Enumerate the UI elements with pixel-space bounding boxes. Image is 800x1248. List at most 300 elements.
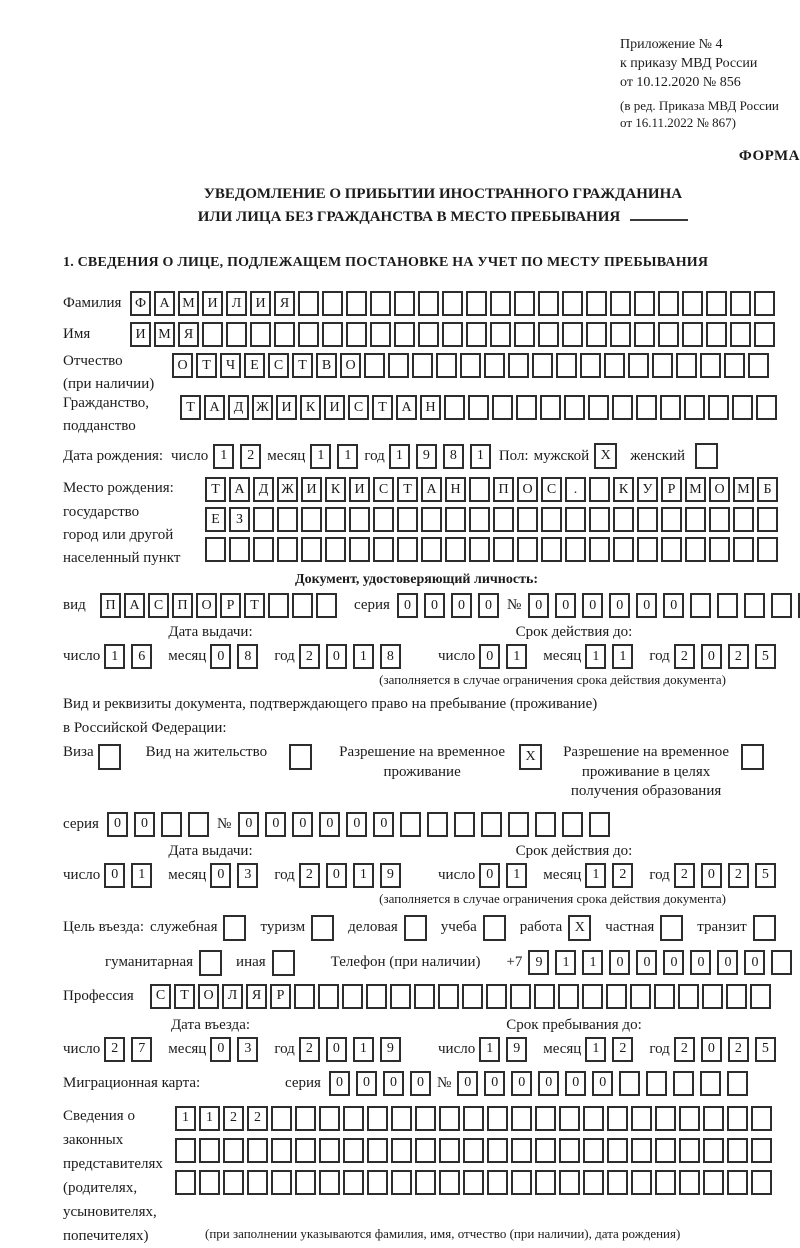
patronymic-char-cell[interactable] <box>700 353 721 378</box>
doc-kind-char-cell[interactable]: А <box>124 593 145 618</box>
migration-series-cell[interactable]: 0 <box>329 1071 350 1096</box>
profession-char-cell[interactable] <box>414 984 435 1009</box>
birth-place-char-cell[interactable] <box>685 537 706 562</box>
profession-char-cell[interactable] <box>366 984 387 1009</box>
residence-number-cell[interactable] <box>481 812 502 837</box>
profession-char-cell[interactable]: О <box>198 984 219 1009</box>
doc-series-cell[interactable]: 0 <box>424 593 445 618</box>
surname-char-cell[interactable]: М <box>178 291 199 316</box>
surname-char-cell[interactable] <box>634 291 655 316</box>
migration-number-cell[interactable] <box>673 1071 694 1096</box>
entry-year-cell[interactable]: 1 <box>353 1037 374 1062</box>
birth-place-char-cell[interactable] <box>469 537 490 562</box>
birth-place-char-cell[interactable]: Т <box>205 477 226 502</box>
birth-place-char-cell[interactable]: С <box>541 477 562 502</box>
surname-char-cell[interactable] <box>706 291 727 316</box>
representative-char-cell[interactable] <box>655 1138 676 1163</box>
issue-day-cell[interactable]: 0 <box>104 863 125 888</box>
birth-place-char-cell[interactable] <box>565 537 586 562</box>
representative-char-cell[interactable] <box>439 1170 460 1195</box>
phone-digit-cell[interactable]: 0 <box>663 950 684 975</box>
expiry-day-cell[interactable]: 1 <box>506 644 527 669</box>
surname-char-cell[interactable] <box>466 291 487 316</box>
citizenship-char-cell[interactable] <box>684 395 705 420</box>
representative-char-cell[interactable] <box>631 1106 652 1131</box>
profession-char-cell[interactable]: Р <box>270 984 291 1009</box>
patronymic-char-cell[interactable] <box>652 353 673 378</box>
stay-year-cell[interactable]: 0 <box>701 1037 722 1062</box>
birth-place-char-cell[interactable]: С <box>373 477 394 502</box>
representative-char-cell[interactable] <box>511 1106 532 1131</box>
expiry-day-cell[interactable]: 0 <box>479 863 500 888</box>
representative-char-cell[interactable] <box>271 1106 292 1131</box>
representative-char-cell[interactable] <box>703 1106 724 1131</box>
birth-day-cell[interactable]: 1 <box>213 444 234 469</box>
birth-place-char-cell[interactable] <box>421 507 442 532</box>
entry-year-cell[interactable]: 9 <box>380 1037 401 1062</box>
profession-char-cell[interactable] <box>750 984 771 1009</box>
patronymic-char-cell[interactable] <box>508 353 529 378</box>
issue-day-cell[interactable]: 6 <box>131 644 152 669</box>
given-name-char-cell[interactable]: Я <box>178 322 199 347</box>
patronymic-char-cell[interactable] <box>460 353 481 378</box>
birth-place-char-cell[interactable]: Т <box>397 477 418 502</box>
representative-char-cell[interactable] <box>271 1170 292 1195</box>
citizenship-char-cell[interactable]: Т <box>372 395 393 420</box>
patronymic-char-cell[interactable] <box>412 353 433 378</box>
birth-place-char-cell[interactable]: . <box>565 477 586 502</box>
representative-char-cell[interactable] <box>511 1170 532 1195</box>
given-name-char-cell[interactable] <box>658 322 679 347</box>
entry-day-cell[interactable]: 2 <box>104 1037 125 1062</box>
citizenship-char-cell[interactable]: Н <box>420 395 441 420</box>
profession-char-cell[interactable]: С <box>150 984 171 1009</box>
birth-place-char-cell[interactable] <box>397 507 418 532</box>
representative-char-cell[interactable] <box>343 1138 364 1163</box>
birth-place-char-cell[interactable]: А <box>421 477 442 502</box>
surname-char-cell[interactable] <box>658 291 679 316</box>
representative-char-cell[interactable] <box>655 1170 676 1195</box>
birth-place-char-cell[interactable] <box>685 507 706 532</box>
birth-place-char-cell[interactable]: И <box>349 477 370 502</box>
given-name-char-cell[interactable] <box>682 322 703 347</box>
phone-digit-cell[interactable]: 0 <box>609 950 630 975</box>
citizenship-char-cell[interactable]: И <box>324 395 345 420</box>
migration-number-cell[interactable]: 0 <box>592 1071 613 1096</box>
migration-number-cell[interactable]: 0 <box>565 1071 586 1096</box>
birth-place-char-cell[interactable]: Н <box>445 477 466 502</box>
issue-month-cell[interactable]: 8 <box>237 644 258 669</box>
surname-char-cell[interactable] <box>538 291 559 316</box>
given-name-char-cell[interactable] <box>706 322 727 347</box>
profession-char-cell[interactable] <box>726 984 747 1009</box>
representative-char-cell[interactable] <box>463 1106 484 1131</box>
representative-char-cell[interactable] <box>391 1138 412 1163</box>
profession-char-cell[interactable] <box>558 984 579 1009</box>
birth-place-char-cell[interactable]: К <box>325 477 346 502</box>
given-name-char-cell[interactable]: М <box>154 322 175 347</box>
birth-place-char-cell[interactable] <box>637 537 658 562</box>
surname-char-cell[interactable] <box>418 291 439 316</box>
citizenship-char-cell[interactable] <box>588 395 609 420</box>
citizenship-char-cell[interactable]: Ж <box>252 395 273 420</box>
birth-place-char-cell[interactable] <box>589 507 610 532</box>
birth-place-char-cell[interactable] <box>637 507 658 532</box>
patronymic-char-cell[interactable] <box>580 353 601 378</box>
residence-number-cell[interactable]: 0 <box>292 812 313 837</box>
phone-digit-cell[interactable]: 1 <box>555 950 576 975</box>
issue-year-cell[interactable]: 0 <box>326 644 347 669</box>
male-checkbox[interactable]: X <box>594 443 617 469</box>
expiry-year-cell[interactable]: 2 <box>728 863 749 888</box>
birth-place-char-cell[interactable] <box>301 507 322 532</box>
surname-char-cell[interactable]: А <box>154 291 175 316</box>
citizenship-char-cell[interactable] <box>564 395 585 420</box>
phone-digit-cell[interactable]: 0 <box>690 950 711 975</box>
doc-kind-char-cell[interactable]: П <box>100 593 121 618</box>
representative-char-cell[interactable] <box>607 1106 628 1131</box>
surname-char-cell[interactable] <box>490 291 511 316</box>
patronymic-char-cell[interactable] <box>436 353 457 378</box>
representative-char-cell[interactable] <box>535 1170 556 1195</box>
representative-char-cell[interactable] <box>247 1170 268 1195</box>
purpose-transit-checkbox[interactable] <box>753 915 776 941</box>
representative-char-cell[interactable] <box>343 1170 364 1195</box>
representative-char-cell[interactable] <box>223 1138 244 1163</box>
given-name-char-cell[interactable] <box>490 322 511 347</box>
representative-char-cell[interactable] <box>655 1106 676 1131</box>
profession-char-cell[interactable] <box>294 984 315 1009</box>
given-name-char-cell[interactable] <box>322 322 343 347</box>
doc-number-cell[interactable]: 0 <box>609 593 630 618</box>
birth-place-char-cell[interactable] <box>565 507 586 532</box>
issue-day-cell[interactable]: 1 <box>104 644 125 669</box>
birth-place-char-cell[interactable] <box>277 507 298 532</box>
expiry-year-cell[interactable]: 5 <box>755 863 776 888</box>
representative-char-cell[interactable] <box>367 1170 388 1195</box>
expiry-year-cell[interactable]: 2 <box>728 644 749 669</box>
birth-place-char-cell[interactable]: П <box>493 477 514 502</box>
purpose-tourism-checkbox[interactable] <box>311 915 334 941</box>
given-name-char-cell[interactable] <box>370 322 391 347</box>
residence-series-cell[interactable]: 0 <box>134 812 155 837</box>
purpose-study-checkbox[interactable] <box>483 915 506 941</box>
migration-number-cell[interactable]: 0 <box>538 1071 559 1096</box>
doc-number-cell[interactable] <box>744 593 765 618</box>
entry-year-cell[interactable]: 0 <box>326 1037 347 1062</box>
given-name-char-cell[interactable] <box>610 322 631 347</box>
given-name-char-cell[interactable] <box>442 322 463 347</box>
representative-char-cell[interactable] <box>175 1170 196 1195</box>
surname-char-cell[interactable] <box>754 291 775 316</box>
residence-number-cell[interactable]: 0 <box>373 812 394 837</box>
surname-char-cell[interactable]: И <box>202 291 223 316</box>
representative-char-cell[interactable] <box>583 1106 604 1131</box>
surname-char-cell[interactable]: И <box>250 291 271 316</box>
representative-char-cell[interactable] <box>559 1138 580 1163</box>
given-name-char-cell[interactable] <box>418 322 439 347</box>
representative-char-cell[interactable] <box>199 1170 220 1195</box>
doc-number-cell[interactable]: 0 <box>582 593 603 618</box>
representative-char-cell[interactable] <box>463 1170 484 1195</box>
birth-place-char-cell[interactable] <box>349 537 370 562</box>
birth-place-char-cell[interactable]: О <box>709 477 730 502</box>
purpose-business-checkbox[interactable] <box>404 915 427 941</box>
issue-year-cell[interactable]: 1 <box>353 863 374 888</box>
doc-number-cell[interactable] <box>690 593 711 618</box>
citizenship-char-cell[interactable] <box>468 395 489 420</box>
representative-char-cell[interactable] <box>487 1106 508 1131</box>
expiry-month-cell[interactable]: 1 <box>585 863 606 888</box>
doc-number-cell[interactable]: 0 <box>663 593 684 618</box>
doc-series-cell[interactable]: 0 <box>397 593 418 618</box>
birth-place-char-cell[interactable] <box>469 507 490 532</box>
given-name-char-cell[interactable] <box>586 322 607 347</box>
migration-number-cell[interactable]: 0 <box>457 1071 478 1096</box>
birth-place-char-cell[interactable] <box>253 507 274 532</box>
citizenship-char-cell[interactable] <box>516 395 537 420</box>
doc-number-cell[interactable]: 0 <box>528 593 549 618</box>
stay-day-cell[interactable]: 9 <box>506 1037 527 1062</box>
given-name-char-cell[interactable] <box>202 322 223 347</box>
given-name-char-cell[interactable] <box>226 322 247 347</box>
doc-kind-char-cell[interactable]: О <box>196 593 217 618</box>
birth-place-char-cell[interactable]: Ж <box>277 477 298 502</box>
expiry-month-cell[interactable]: 1 <box>612 644 633 669</box>
issue-year-cell[interactable]: 2 <box>299 863 320 888</box>
issue-year-cell[interactable]: 0 <box>326 863 347 888</box>
representative-char-cell[interactable] <box>487 1170 508 1195</box>
patronymic-char-cell[interactable]: Е <box>244 353 265 378</box>
migration-series-cell[interactable]: 0 <box>383 1071 404 1096</box>
representative-char-cell[interactable] <box>439 1106 460 1131</box>
representative-char-cell[interactable] <box>727 1170 748 1195</box>
birth-place-char-cell[interactable] <box>493 507 514 532</box>
birth-place-char-cell[interactable] <box>709 507 730 532</box>
citizenship-char-cell[interactable]: Т <box>180 395 201 420</box>
patronymic-char-cell[interactable]: С <box>268 353 289 378</box>
profession-char-cell[interactable] <box>678 984 699 1009</box>
birth-place-char-cell[interactable]: М <box>733 477 754 502</box>
issue-year-cell[interactable]: 8 <box>380 644 401 669</box>
migration-number-cell[interactable] <box>646 1071 667 1096</box>
migration-series-cell[interactable]: 0 <box>410 1071 431 1096</box>
residence-number-cell[interactable] <box>535 812 556 837</box>
patronymic-char-cell[interactable] <box>628 353 649 378</box>
patronymic-char-cell[interactable]: Т <box>196 353 217 378</box>
birth-place-char-cell[interactable] <box>757 537 778 562</box>
given-name-char-cell[interactable] <box>394 322 415 347</box>
profession-char-cell[interactable]: Л <box>222 984 243 1009</box>
residence-series-cell[interactable]: 0 <box>107 812 128 837</box>
residence-number-cell[interactable]: 0 <box>238 812 259 837</box>
residence-number-cell[interactable]: 0 <box>346 812 367 837</box>
representative-char-cell[interactable] <box>751 1170 772 1195</box>
profession-char-cell[interactable] <box>510 984 531 1009</box>
doc-series-cell[interactable]: 0 <box>478 593 499 618</box>
profession-char-cell[interactable] <box>486 984 507 1009</box>
birth-day-cell[interactable]: 2 <box>240 444 261 469</box>
stay-month-cell[interactable]: 1 <box>585 1037 606 1062</box>
citizenship-char-cell[interactable]: А <box>396 395 417 420</box>
patronymic-char-cell[interactable]: Ч <box>220 353 241 378</box>
citizenship-char-cell[interactable]: К <box>300 395 321 420</box>
patronymic-char-cell[interactable]: О <box>340 353 361 378</box>
patronymic-char-cell[interactable] <box>676 353 697 378</box>
birth-place-char-cell[interactable] <box>445 507 466 532</box>
patronymic-char-cell[interactable] <box>364 353 385 378</box>
phone-digit-cell[interactable]: 0 <box>717 950 738 975</box>
representative-char-cell[interactable] <box>319 1138 340 1163</box>
birth-place-char-cell[interactable] <box>709 537 730 562</box>
citizenship-char-cell[interactable] <box>612 395 633 420</box>
doc-kind-char-cell[interactable]: Т <box>244 593 265 618</box>
doc-number-cell[interactable] <box>717 593 738 618</box>
residence-permit-checkbox[interactable] <box>289 744 312 770</box>
stay-year-cell[interactable]: 2 <box>674 1037 695 1062</box>
representative-char-cell[interactable] <box>295 1106 316 1131</box>
birth-place-char-cell[interactable] <box>229 537 250 562</box>
patronymic-char-cell[interactable] <box>532 353 553 378</box>
profession-char-cell[interactable] <box>654 984 675 1009</box>
profession-char-cell[interactable]: Я <box>246 984 267 1009</box>
representative-char-cell[interactable]: 1 <box>175 1106 196 1131</box>
representative-char-cell[interactable] <box>295 1170 316 1195</box>
patronymic-char-cell[interactable] <box>484 353 505 378</box>
birth-place-char-cell[interactable]: Д <box>253 477 274 502</box>
profession-char-cell[interactable] <box>462 984 483 1009</box>
edu-permit-checkbox[interactable] <box>741 744 764 770</box>
migration-number-cell[interactable] <box>700 1071 721 1096</box>
entry-month-cell[interactable]: 0 <box>210 1037 231 1062</box>
patronymic-char-cell[interactable] <box>556 353 577 378</box>
profession-char-cell[interactable] <box>702 984 723 1009</box>
doc-number-cell[interactable]: 0 <box>636 593 657 618</box>
birth-place-char-cell[interactable] <box>733 537 754 562</box>
citizenship-char-cell[interactable] <box>756 395 777 420</box>
expiry-day-cell[interactable]: 1 <box>506 863 527 888</box>
entry-year-cell[interactable]: 2 <box>299 1037 320 1062</box>
migration-series-cell[interactable]: 0 <box>356 1071 377 1096</box>
citizenship-char-cell[interactable]: А <box>204 395 225 420</box>
representative-char-cell[interactable] <box>559 1170 580 1195</box>
representative-char-cell[interactable] <box>487 1138 508 1163</box>
representative-char-cell[interactable] <box>391 1106 412 1131</box>
purpose-humanitarian-checkbox[interactable] <box>199 950 222 976</box>
birth-place-char-cell[interactable]: Е <box>205 507 226 532</box>
residence-number-cell[interactable] <box>427 812 448 837</box>
representative-char-cell[interactable] <box>175 1138 196 1163</box>
given-name-char-cell[interactable] <box>466 322 487 347</box>
given-name-char-cell[interactable] <box>562 322 583 347</box>
birth-place-char-cell[interactable] <box>373 537 394 562</box>
surname-char-cell[interactable]: Ф <box>130 291 151 316</box>
birth-place-char-cell[interactable] <box>613 507 634 532</box>
birth-place-char-cell[interactable] <box>757 507 778 532</box>
representative-char-cell[interactable] <box>679 1106 700 1131</box>
residence-series-cell[interactable] <box>188 812 209 837</box>
expiry-month-cell[interactable]: 2 <box>612 863 633 888</box>
residence-number-cell[interactable] <box>508 812 529 837</box>
issue-year-cell[interactable]: 2 <box>299 644 320 669</box>
residence-series-cell[interactable] <box>161 812 182 837</box>
representative-char-cell[interactable]: 2 <box>223 1106 244 1131</box>
expiry-year-cell[interactable]: 0 <box>701 863 722 888</box>
patronymic-char-cell[interactable]: Т <box>292 353 313 378</box>
citizenship-char-cell[interactable] <box>636 395 657 420</box>
residence-number-cell[interactable] <box>562 812 583 837</box>
profession-char-cell[interactable] <box>606 984 627 1009</box>
given-name-char-cell[interactable] <box>250 322 271 347</box>
representative-char-cell[interactable] <box>439 1138 460 1163</box>
doc-kind-char-cell[interactable] <box>316 593 337 618</box>
profession-char-cell[interactable] <box>438 984 459 1009</box>
issue-month-cell[interactable]: 0 <box>210 644 231 669</box>
surname-char-cell[interactable] <box>298 291 319 316</box>
phone-digit-cell[interactable]: 0 <box>636 950 657 975</box>
birth-place-char-cell[interactable] <box>349 507 370 532</box>
migration-number-cell[interactable] <box>727 1071 748 1096</box>
representative-char-cell[interactable]: 1 <box>199 1106 220 1131</box>
birth-place-char-cell[interactable] <box>589 537 610 562</box>
female-checkbox[interactable] <box>695 443 718 469</box>
patronymic-char-cell[interactable] <box>724 353 745 378</box>
birth-place-char-cell[interactable] <box>325 537 346 562</box>
representative-char-cell[interactable] <box>535 1138 556 1163</box>
visa-checkbox[interactable] <box>98 744 121 770</box>
issue-day-cell[interactable]: 1 <box>131 863 152 888</box>
birth-place-char-cell[interactable] <box>613 537 634 562</box>
birth-month-cell[interactable]: 1 <box>337 444 358 469</box>
purpose-official-checkbox[interactable] <box>223 915 246 941</box>
doc-kind-char-cell[interactable] <box>292 593 313 618</box>
doc-kind-char-cell[interactable] <box>268 593 289 618</box>
representative-char-cell[interactable] <box>223 1170 244 1195</box>
representative-char-cell[interactable] <box>631 1170 652 1195</box>
given-name-char-cell[interactable] <box>634 322 655 347</box>
stay-month-cell[interactable]: 2 <box>612 1037 633 1062</box>
residence-number-cell[interactable]: 0 <box>319 812 340 837</box>
surname-char-cell[interactable] <box>682 291 703 316</box>
given-name-char-cell[interactable] <box>754 322 775 347</box>
representative-char-cell[interactable] <box>631 1138 652 1163</box>
representative-char-cell[interactable] <box>583 1138 604 1163</box>
purpose-work-checkbox[interactable]: X <box>568 915 591 941</box>
birth-place-char-cell[interactable]: У <box>637 477 658 502</box>
expiry-year-cell[interactable]: 0 <box>701 644 722 669</box>
birth-place-char-cell[interactable] <box>661 507 682 532</box>
entry-day-cell[interactable]: 7 <box>131 1037 152 1062</box>
entry-month-cell[interactable]: 3 <box>237 1037 258 1062</box>
profession-char-cell[interactable]: Т <box>174 984 195 1009</box>
given-name-char-cell[interactable] <box>298 322 319 347</box>
birth-place-char-cell[interactable] <box>301 537 322 562</box>
surname-char-cell[interactable] <box>730 291 751 316</box>
representative-char-cell[interactable] <box>367 1106 388 1131</box>
surname-char-cell[interactable] <box>586 291 607 316</box>
stay-year-cell[interactable]: 2 <box>728 1037 749 1062</box>
birth-place-char-cell[interactable]: М <box>685 477 706 502</box>
phone-digit-cell[interactable] <box>771 950 792 975</box>
birth-place-char-cell[interactable] <box>541 537 562 562</box>
birth-place-char-cell[interactable] <box>541 507 562 532</box>
birth-place-char-cell[interactable] <box>733 507 754 532</box>
surname-char-cell[interactable] <box>562 291 583 316</box>
representative-char-cell[interactable] <box>727 1106 748 1131</box>
birth-place-char-cell[interactable]: Б <box>757 477 778 502</box>
patronymic-char-cell[interactable]: В <box>316 353 337 378</box>
expiry-year-cell[interactable]: 2 <box>674 644 695 669</box>
